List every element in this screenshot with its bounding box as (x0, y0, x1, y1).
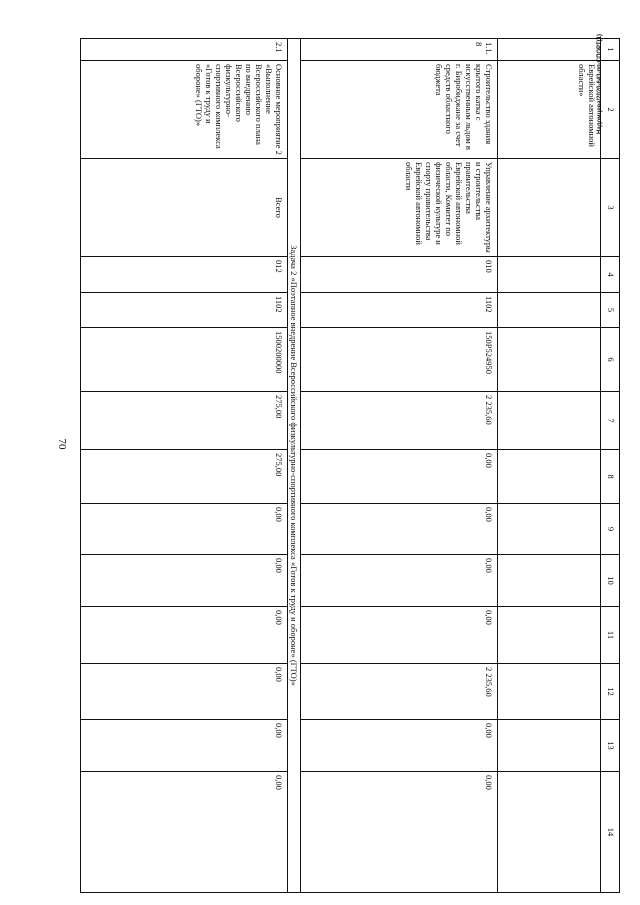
header-cell: 7 (601, 392, 620, 450)
header-cell: 6 (601, 328, 620, 392)
table-cell (498, 555, 601, 607)
table-header-row (601, 39, 620, 893)
header-cell: 11 (601, 607, 620, 664)
header-cell: 9 (601, 504, 620, 555)
table-cell: Еврейской автономной области» (498, 61, 601, 159)
table-cell: 1102 (301, 293, 498, 328)
table-cell: 010 (301, 257, 498, 293)
table-cell: 1102 (81, 293, 288, 328)
table-cell (498, 720, 601, 772)
table-cell: 0,00 (301, 772, 498, 893)
activity-name-cell: Основное мероприятие 2 «Выполнение Всероссийского плана по внедрению Всероссийского физкультурно-спортивного комплекса «Готов к труду и обороне» (ГТО)» (81, 61, 288, 159)
table-cell (498, 293, 601, 328)
table-cell (498, 664, 601, 720)
table-cell: 150P524950 (301, 328, 498, 392)
table-cell: 0,00 (81, 772, 288, 893)
row-number-cell: 2.1 (81, 39, 288, 61)
table-cell: 275,00 (81, 392, 288, 450)
table-cell (498, 159, 601, 257)
executor-cell: Всего (81, 159, 288, 257)
header-cell: 3 (601, 159, 620, 257)
table-cell (498, 607, 601, 664)
table-cell (498, 772, 601, 893)
table-cell (498, 504, 601, 555)
table-cell: 1500200000 (81, 328, 288, 392)
header-cell: 5 (601, 293, 620, 328)
task-row (288, 39, 301, 893)
table-cell: 012 (81, 257, 288, 293)
table-cell: 0,00 (81, 664, 288, 720)
header-cell: 13 (601, 720, 620, 772)
table-cell: 0,00 (301, 720, 498, 772)
table-cell: 0,00 (81, 555, 288, 607)
table-cell: 0,00 (81, 504, 288, 555)
rotated-table-container (100, 38, 620, 893)
header-cell: 4 (601, 257, 620, 293)
header-cell: 2 (601, 61, 620, 159)
table-cell (498, 450, 601, 504)
table-cell: 2 235,60 (301, 392, 498, 450)
task-heading: Задача 2 «Поэтапное внедрение Всероссийского физкультурно-спортивного комплекса «Готов к труду и обороне» (ГТО)» (288, 39, 301, 893)
budget-table (80, 38, 620, 893)
table-row (81, 39, 288, 893)
table-cell (498, 257, 601, 293)
document-stamp: Надомцева/2020-643-пп-СПОРТ(1) (597, 34, 603, 134)
header-cell: 12 (601, 664, 620, 720)
header-cell: 10 (601, 555, 620, 607)
page-number: 70 (56, 438, 68, 450)
table-cell: 2 235,60 (301, 664, 498, 720)
table-row (498, 39, 601, 893)
activity-name-cell: Строительство здания крытого катка с искусственным льдом в г. Биробиджане за счет средств областного бюджета (301, 61, 498, 159)
table-cell: 0,00 (81, 720, 288, 772)
row-number-cell: 1.1.8 (301, 39, 498, 61)
table-row (301, 39, 498, 893)
table-cell (498, 392, 601, 450)
header-cell: 8 (601, 450, 620, 504)
table-cell: 0,00 (81, 607, 288, 664)
table-cell: 275,00 (81, 450, 288, 504)
table-cell: 0,00 (301, 607, 498, 664)
table-cell (498, 328, 601, 392)
table-cell: 0,00 (301, 504, 498, 555)
table-cell: 0,00 (301, 555, 498, 607)
header-cell: 1 (601, 39, 620, 61)
table-cell: 0,00 (301, 450, 498, 504)
header-cell: 14 (601, 772, 620, 893)
executor-cell: Управление архитектуры и строительства правительства Еврейской автономной области, Комитет по физической культуре и спорту правительства Еврейской автономной области (301, 159, 498, 257)
table-cell (498, 39, 601, 61)
